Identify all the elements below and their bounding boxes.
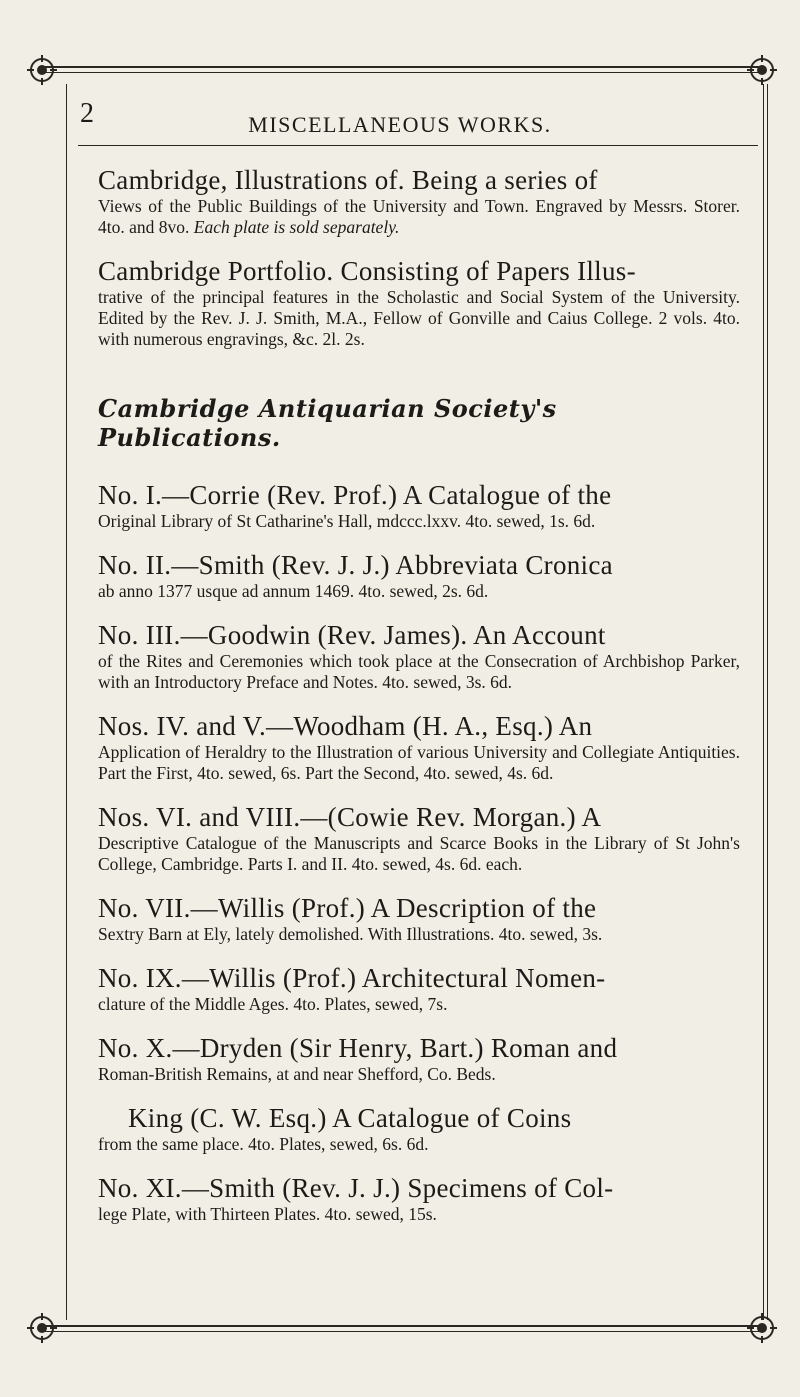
section-heading: Cambridge Antiquarian Society's Publications. — [98, 394, 557, 452]
entry-description: Roman-British Remains, at and near Shefford, Co. Beds. — [98, 1064, 496, 1084]
left-border-rule — [66, 84, 67, 1320]
page-content — [98, 165, 740, 1243]
entry-description: Application of Heraldry to the Illustration of various University and Collegiate Antiquities. Part the First, 4to. sewed, 6s. Part the Second, 4to. sewed, 4s. 6d. — [98, 742, 740, 783]
entry-heading: No. II.—Smith (Rev. J. J.) Abbreviata Cronica — [98, 550, 613, 580]
entry-description: ab anno 1377 usque ad annum 1469. 4to. sewed, 2s. 6d. — [98, 581, 489, 601]
entry-description: from the same place. 4to. Plates, sewed, 6s. 6d. — [98, 1134, 429, 1154]
entry-description: Sextry Barn at Ely, lately demolished. With Illustrations. 4to. sewed, 3s. — [98, 924, 603, 944]
catalogue-entry — [98, 963, 740, 1015]
catalogue-entry — [98, 1173, 740, 1225]
entry-heading: No. VII.—Willis (Prof.) A Description of the — [98, 893, 597, 923]
entry-description: clature of the Middle Ages. 4to. Plates, sewed, 7s. — [98, 994, 448, 1014]
corner-ornament-icon — [24, 1310, 60, 1346]
catalogue-entry — [98, 620, 740, 693]
page-number: 2 — [80, 98, 94, 129]
entry-heading: Cambridge, Illustrations of. Being a series of — [98, 165, 598, 195]
corner-ornament-icon — [744, 52, 780, 88]
catalogue-entry — [98, 802, 740, 875]
entry-heading: No. XI.—Smith (Rev. J. J.) Specimens of Col- — [98, 1173, 614, 1203]
entry-heading: Nos. IV. and V.—Woodham (H. A., Esq.) An — [98, 711, 593, 741]
entry-description: Original Library of St Catharine's Hall, mdccc.lxxv. 4to. sewed, 1s. 6d. — [98, 511, 596, 531]
entry-heading: No. X.—Dryden (Sir Henry, Bart.) Roman and — [98, 1033, 618, 1063]
entry-description — [98, 196, 740, 238]
right-border-rule — [763, 84, 764, 1320]
catalogue-entry — [98, 711, 740, 784]
entry-text: Views of the Public Buildings of the University and Town. Engraved by Messrs. Storer. 4to. and 8vo. — [98, 196, 740, 237]
running-head: MISCELLANEOUS WORKS. — [248, 112, 552, 137]
entry-heading: No. I.—Corrie (Rev. Prof.) A Catalogue of the — [98, 480, 612, 510]
header-rule — [78, 145, 758, 146]
catalogue-entry — [98, 1033, 740, 1085]
entry-heading: Nos. VI. and VIII.—(Cowie Rev. Morgan.) A — [98, 802, 602, 832]
entry-heading: No. III.—Goodwin (Rev. James). An Account — [98, 620, 606, 650]
entry-description: lege Plate, with Thirteen Plates. 4to. sewed, 15s. — [98, 1204, 437, 1224]
entry-description: of the Rites and Ceremonies which took place at the Consecration of Archbishop Parker, with an Introductory Preface and Notes. 4to. sewed, 3s. 6d. — [98, 651, 740, 692]
entry-description: Descriptive Catalogue of the Manuscripts and Scarce Books in the Library of St John's College, Cambridge. Parts I. and II. 4to. sewed, 4s. 6d. each. — [98, 833, 740, 874]
catalogue-entry — [98, 893, 740, 945]
catalogue-entry — [98, 165, 740, 238]
corner-ornament-icon — [24, 52, 60, 88]
right-border-inner-rule — [767, 84, 768, 1320]
bottom-border-inner-rule — [40, 1331, 760, 1332]
entry-heading: Cambridge Portfolio. Consisting of Papers Illus- — [98, 256, 636, 286]
catalogue-entry — [98, 480, 740, 532]
entry-description: trative of the principal features in the Scholastic and Social System of the University. Edited by the Rev. J. J. Smith, M.A., Fellow of Gonville and Caius College. 2 vols. 4to. with numerous engravings, &c. 2l. 2s. — [98, 287, 740, 349]
catalogue-entry — [98, 1103, 740, 1155]
top-border-inner-rule — [40, 72, 760, 73]
entry-heading: King (C. W. Esq.) A Catalogue of Coins — [128, 1103, 572, 1133]
entry-note: Each plate is sold separately. — [193, 217, 400, 237]
bottom-border-rule — [40, 1325, 760, 1327]
corner-ornament-icon — [744, 1310, 780, 1346]
catalogue-entry — [98, 550, 740, 602]
catalogue-entry — [98, 256, 740, 350]
entry-heading: No. IX.—Willis (Prof.) Architectural Nomen- — [98, 963, 606, 993]
top-border-rule — [40, 66, 760, 68]
